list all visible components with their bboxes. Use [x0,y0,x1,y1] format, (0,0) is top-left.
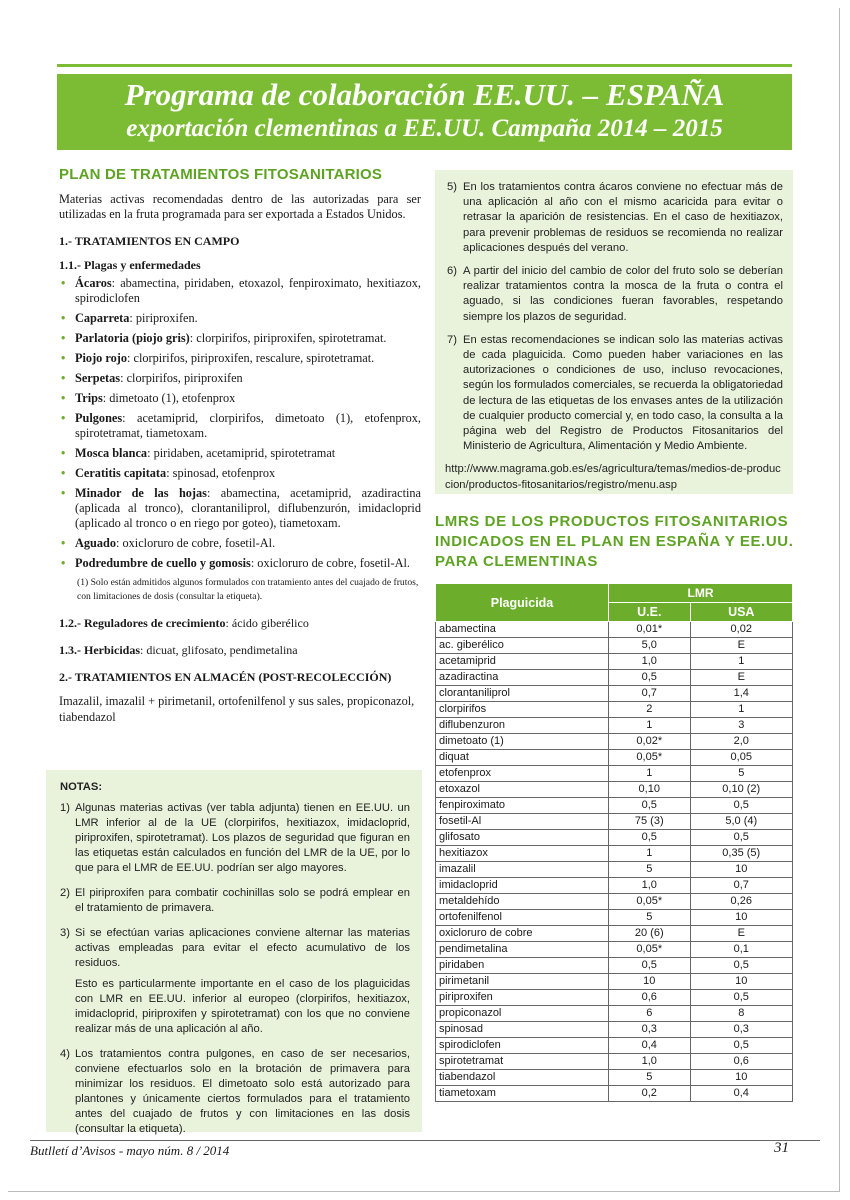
pest-list [59,276,421,571]
plan-intro: Materias activas recomendadas dentro de las autorizadas para ser utilizadas en la fruta programada para ser exportada a Estados Unidos. [59,192,421,221]
footnote: (1) Solo están admitidos algunos formulados con tratamiento antes del cuajado de frutos, con limitaciones de dosis (consultar la etiqueta). [77,577,419,602]
table-row [436,1006,793,1022]
heading-plagas: 1.1.- Plagas y enfermedades [59,258,201,272]
pest-item [59,351,421,366]
pest-treatments: : spinosad, etofenprox [166,466,276,480]
note-6-text: A partir del inicio del cambio de color del fruto solo se deberían realizar tratamientos contra la mosca de la fruta o contra el aguado, si las condiciones fueran favorables, respetando siempre los plazos de seguridad. [463,265,783,323]
table-row [436,718,793,734]
footer-rule [30,1140,820,1141]
pesticide-cell: imidacloprid [436,878,609,894]
usa-cell: 10 [690,1070,792,1086]
col-header-plaguicida: Plaguicida [436,584,609,622]
ue-cell: 0,4 [609,1038,691,1054]
table-row [436,990,793,1006]
note-4: 4) Los tratamientos contra pulgones, en caso de ser necesarios, conviene efectuarlos solo en la brotación de primavera para minimizar los residuos. El dimetoato solo está autorizado para plantones y únicamente ciertos formulados para el tratamiento antes del cuajado de frutos y con limitaciones en las dosis (consultar la etiqueta). [60,1048,410,1135]
usa-cell: 1 [690,702,792,718]
table-row [436,910,793,926]
pesticide-cell: ortofenilfenol [436,910,609,926]
usa-cell: 0,1 [690,942,792,958]
ue-cell: 10 [609,974,691,990]
ue-cell: 0,5 [609,798,691,814]
table-row [436,862,793,878]
pest-item [59,486,421,531]
pesticide-cell: imazalil [436,862,609,878]
lmr-table-body [436,622,793,1102]
col-header-ue: U.E. [609,603,691,622]
bullet-icon: • [61,331,66,345]
note-3-sub: Esto es particularmente importante en el caso de los plaguicidas con LMR en EE.UU. inferior al europeo (clorpirifos, hexitiazox, imidacloprid, piriproxifen y spirotetramat) con los que no conviene realizar más de una aplicación al año. [75,978,410,1035]
table-row [436,654,793,670]
usa-cell: 0,35 (5) [690,846,792,862]
ue-cell: 0,05* [609,942,691,958]
pest-treatments: : oxicloruro de cobre, fosetil-Al. [116,536,276,550]
table-row [436,1054,793,1070]
usa-cell: 10 [690,910,792,926]
table-row [436,894,793,910]
herbicidas-text: : dicuat, glifosato, pendimetalina [140,643,298,657]
usa-cell: 10 [690,974,792,990]
pesticide-cell: metaldehído [436,894,609,910]
pesticide-cell: diquat [436,750,609,766]
pest-item [59,446,421,461]
table-row [436,830,793,846]
bullet-icon: • [61,371,66,385]
usa-cell: 1,4 [690,686,792,702]
ue-cell: 0,10 [609,782,691,798]
pesticide-cell: dimetoato (1) [436,734,609,750]
pesticide-cell: etoxazol [436,782,609,798]
ue-cell: 1 [609,846,691,862]
usa-cell: 0,26 [690,894,792,910]
left-column [59,166,421,725]
bullet-icon: • [61,351,66,365]
pesticide-cell: fenpiroximato [436,798,609,814]
ue-cell: 0,05* [609,750,691,766]
usa-cell: 0,5 [690,1038,792,1054]
banner-title-line2: exportación clementinas a EE.UU. Campaña 2014 – 2015 [126,115,723,142]
table-row [436,878,793,894]
bullet-icon: • [61,311,66,325]
notes-box [46,770,422,1135]
pesticide-cell: spirotetramat [436,1054,609,1070]
note-1-text: Algunas materias activas (ver tabla adjunta) tienen en EE.UU. un LMR inferior al de la UE (clorpirifos, hexitiazox, imidacloprid, piriproxifen, spirotetramat). Los plazos de seguridad que figuran en las etiquetas están calculados en función del LMR de la UE, por lo que para el LMR de EE.UU. podrían ser algo mayores. [75,802,410,874]
usa-cell: 0,05 [690,750,792,766]
usa-cell: 0,5 [690,958,792,974]
pesticide-cell: clorpirifos [436,702,609,718]
pest-treatments: : abamectina, piridaben, etoxazol, fenpiroximato, hexitiazox, spirodiclofen [75,276,421,305]
note-7: 7) En estas recomendaciones se indican solo las materias activas de cada plaguicida. Como pueden haber variaciones en las autorizaciones o condiciones de uso, incluso revocaciones, según los formulados comerciales, se recuerda la obligatoriedad de lectura de las etiquetas de los envases antes de la utilización de cualquier producto comercial y, en todo caso, la consulta a la página web del Registro de Productos Fitosanitarios del Ministerio de Agricultura, Alimentación y Medio Ambiente. [447,333,783,453]
pest-treatments: : oxicloruro de cobre, fosetil-Al. [250,556,410,570]
pesticide-cell: oxicloruro de cobre [436,926,609,942]
ue-cell: 0,02* [609,734,691,750]
pest-item [59,276,421,306]
table-row [436,1022,793,1038]
note-7-text: En estas recomendaciones se indican solo las materias activas de cada plaguicida. Como pueden haber variaciones en las autorizaciones o condiciones de uso, incluso revocaciones, según los formulados comerciales, se recuerda la obligatoriedad de lectura de las etiquetas de los envases antes de la utilización de cualquier producto comercial y, en todo caso, la consulta a la página web del Registro de Productos Fitosanitarios del Ministerio de Agricultura, Alimentación y Medio Ambiente. [463,333,783,453]
pest-name: Minador de las hojas [75,486,207,500]
usa-cell: 3 [690,718,792,734]
plan-title: PLAN DE TRATAMIENTOS FITOSANITARIOS [59,166,383,183]
col-header-usa: USA [690,603,792,622]
pesticide-cell: ac. giberélico [436,638,609,654]
usa-cell: 0,4 [690,1086,792,1102]
pest-name: Ácaros [75,276,112,290]
usa-cell: E [690,926,792,942]
pest-item [59,391,421,406]
pest-item [59,536,421,551]
pest-name: Parlatoria (piojo gris) [75,331,190,345]
table-row [436,846,793,862]
ue-cell: 1,0 [609,878,691,894]
pest-treatments: : acetamiprid, clorpirifos, dimetoato (1), etofenprox, spirotetramat, tiametoxam. [75,411,421,440]
pesticide-cell: propiconazol [436,1006,609,1022]
note-5-text: En los tratamientos contra ácaros conviene no efectuar más de una aplicación al año con el mismo acaricida para evitar o retrasar la aparición de resistencias. En el caso de hexitiazox, para prevenir problemas de residuos se recomienda no realizar aplicaciones después del verano. [463,181,783,254]
pesticide-cell: spinosad [436,1022,609,1038]
pest-treatments: : piridaben, acetamiprid, spirotetramat [147,446,336,460]
table-row [436,734,793,750]
table-row [436,974,793,990]
pesticide-cell: spirodiclofen [436,1038,609,1054]
ue-cell: 1,0 [609,1054,691,1070]
usa-cell: 0,7 [690,878,792,894]
table-row [436,686,793,702]
pesticide-cell: piridaben [436,958,609,974]
ue-cell: 0,5 [609,830,691,846]
lmr-table [435,583,793,1102]
note-3-text: Si se efectúan varias aplicaciones conviene alternar las materias activas empleadas para evitar el efecto acumulativo de los residuos. [75,927,410,969]
note-2-text: El piriproxifen para combatir cochinillas solo se podrá emplear en el tratamiento de primavera. [75,887,410,914]
usa-cell: E [690,638,792,654]
pesticide-cell: azadiractina [436,670,609,686]
bullet-icon: • [61,411,66,425]
pesticide-cell: abamectina [436,622,609,638]
usa-cell: 10 [690,862,792,878]
ue-cell: 0,7 [609,686,691,702]
bullet-icon: • [61,446,66,460]
pest-name: Serpetas [75,371,121,385]
note-2: 2) El piriproxifen para combatir cochinillas solo se podrá emplear en el tratamiento de primavera. [60,887,410,914]
table-row [436,814,793,830]
col-header-lmr: LMR [609,584,793,603]
usa-cell: 0,5 [690,990,792,1006]
table-row [436,622,793,638]
usa-cell: 5,0 (4) [690,814,792,830]
pest-treatments: : dimetoato (1), etofenprox [102,391,236,405]
table-row [436,702,793,718]
pesticide-cell: piriproxifen [436,990,609,1006]
usa-cell: 0,5 [690,798,792,814]
reguladores-label: 1.2.- Reguladores de crecimiento [59,616,226,630]
usa-cell: 8 [690,1006,792,1022]
table-row [436,926,793,942]
ue-cell: 2 [609,702,691,718]
note-3: 3) Si se efectúan varias aplicaciones conviene alternar las materias activas empleadas para evitar el efecto acumulativo de los residuos. Esto es particularmente importante en el caso de los plaguicidas con LMR en EE.UU. inferior al europeo (clorpirifos, hexitiazox, imidacloprid, piriproxifen y spirotetramat) con los que no conviene realizar más de una aplicación al año. [60,927,410,1035]
note-1: 1) Algunas materias activas (ver tabla adjunta) tienen en EE.UU. un LMR inferior al de la UE (clorpirifos, hexitiazox, imidacloprid, piriproxifen, spirotetramat). Los plazos de seguridad que figuran en las etiquetas están calculados en función del LMR de la UE, por lo que para el LMR de EE.UU. podrían ser algo mayores. [60,802,410,874]
usa-cell: 0,5 [690,830,792,846]
ue-cell: 0,6 [609,990,691,1006]
notes-title: NOTAS: [60,781,103,793]
bullet-icon: • [61,466,66,480]
note-4-text: Los tratamientos contra pulgones, en caso de ser necesarios, conviene efectuarlos solo en la brotación de primavera para minimizar los residuos. El dimetoato solo está autorizado para plantones y únicamente ciertos formulados para el tratamiento antes del cuajado de frutos y con limitaciones en las dosis (consultar la etiqueta). [75,1048,410,1135]
lmr-title: LMRS DE LOS PRODUCTOS FITOSANITARIOS INDICADOS EN EL PLAN EN ESPAÑA Y EE.UU. PARA CLEMENTINAS [435,513,794,570]
pesticide-cell: tiabendazol [436,1070,609,1086]
note-5: 5) En los tratamientos contra ácaros conviene no efectuar más de una aplicación al año con el mismo acaricida para evitar o retrasar la aparición de resistencias. En el caso de hexitiazox, para prevenir problemas de residuos se recomienda no realizar aplicaciones después del verano. [447,181,783,254]
pesticide-cell: diflubenzuron [436,718,609,734]
pest-name: Trips [75,391,103,405]
reguladores-text: : ácido giberélico [225,616,309,630]
footer-publication: Butlletí d’Avisos - mayo núm. 8 / 2014 [30,1143,230,1158]
pesticide-cell: pendimetalina [436,942,609,958]
bullet-icon: • [61,391,66,405]
pest-treatments: : piriproxifen. [129,311,198,325]
pesticide-cell: tiametoxam [436,1086,609,1102]
pesticide-cell: etofenprox [436,766,609,782]
usa-cell: 0,10 (2) [690,782,792,798]
bullet-icon: • [61,276,66,290]
table-row [436,1086,793,1102]
ue-cell: 5 [609,1070,691,1086]
bullet-icon: • [61,556,66,570]
page-number: 31 [774,1140,789,1156]
heading-almacen: 2.- TRATAMIENTOS EN ALMACÉN (POST-RECOLECCIÓN) [59,670,392,684]
table-row [436,638,793,654]
herbicidas-label: 1.3.- Herbicidas [59,643,140,657]
pest-item [59,411,421,441]
pesticide-cell: hexitiazox [436,846,609,862]
pest-item [59,371,421,386]
herbicidas-line [59,643,421,658]
pesticide-cell: pirimetanil [436,974,609,990]
table-row [436,1038,793,1054]
pesticide-cell: fosetil-Al [436,814,609,830]
pest-name: Ceratitis capitata [75,466,167,480]
ue-cell: 0,3 [609,1022,691,1038]
pest-item [59,311,421,326]
table-row [436,798,793,814]
almacen-text: Imazalil, imazalil + pirimetanil, ortofenilfenol y sus sales, propiconazol, tiabendazol [59,694,415,724]
table-row [436,958,793,974]
pest-treatments: : clorpirifos, piriproxifen [120,371,243,385]
banner-title-line1: Programa de colaboración EE.UU. – ESPAÑA [124,77,725,112]
pest-item [59,466,421,481]
pesticide-cell: acetamiprid [436,654,609,670]
usa-cell: E [690,670,792,686]
pest-name: Aguado [75,536,117,550]
pest-treatments: : abamectina, acetamiprid, azadiractina (aplicada al tronco), clorantaniliprol, diflubenzurón, imidacloprid (aplicado al tronco o en riego por goteo), tiametoxam. [75,486,422,530]
table-row [436,782,793,798]
title-banner [57,74,792,150]
table-row [436,766,793,782]
ue-cell: 1,0 [609,654,691,670]
usa-cell: 0,3 [690,1022,792,1038]
ue-cell: 6 [609,1006,691,1022]
table-row [436,1070,793,1086]
pest-name: Caparreta [75,311,130,325]
ue-cell: 0,5 [609,670,691,686]
ue-cell: 0,2 [609,1086,691,1102]
table-row [436,942,793,958]
ue-cell: 75 (3) [609,814,691,830]
ue-cell: 5,0 [609,638,691,654]
top-rule [57,64,792,67]
pest-name: Pulgones [75,411,123,425]
heading-tratamientos-campo: 1.- TRATAMIENTOS EN CAMPO [59,234,240,248]
ue-cell: 0,5 [609,958,691,974]
bullet-icon: • [61,536,66,550]
registry-url[interactable]: http://www.magrama.gob.es/es/agricultura/temas/medios-de-produccion/productos-fitosanitarios/registro/menu.asp [445,463,781,491]
pest-treatments: : clorpirifos, piriproxifen, spirotetramat. [189,331,387,345]
pest-name: Podredumbre de cuello y gomosis [75,556,251,570]
ue-cell: 5 [609,862,691,878]
pesticide-cell: glifosato [436,830,609,846]
ue-cell: 20 (6) [609,926,691,942]
table-row [436,750,793,766]
pest-treatments: : clorpirifos, piriproxifen, rescalure, spirotetramat. [127,351,375,365]
ue-cell: 0,05* [609,894,691,910]
usa-cell: 1 [690,654,792,670]
ue-cell: 1 [609,766,691,782]
table-row [436,670,793,686]
note-6: 6) A partir del inicio del cambio de color del fruto solo se deberían realizar tratamientos contra la mosca de la fruta o contra el aguado, si las condiciones fueran favorables, respetando siempre los plazos de seguridad. [447,265,783,323]
bullet-icon: • [61,486,66,500]
reguladores-line [59,616,421,631]
pest-item [59,556,421,571]
usa-cell: 5 [690,766,792,782]
usa-cell: 2,0 [690,734,792,750]
usa-cell: 0,02 [690,622,792,638]
notes-box-continued [435,170,793,494]
ue-cell: 5 [609,910,691,926]
ue-cell: 0,01* [609,622,691,638]
pesticide-cell: clorantaniliprol [436,686,609,702]
pest-name: Mosca blanca [75,446,148,460]
usa-cell: 0,6 [690,1054,792,1070]
ue-cell: 1 [609,718,691,734]
pest-name: Piojo rojo [75,351,128,365]
pest-item [59,331,421,346]
